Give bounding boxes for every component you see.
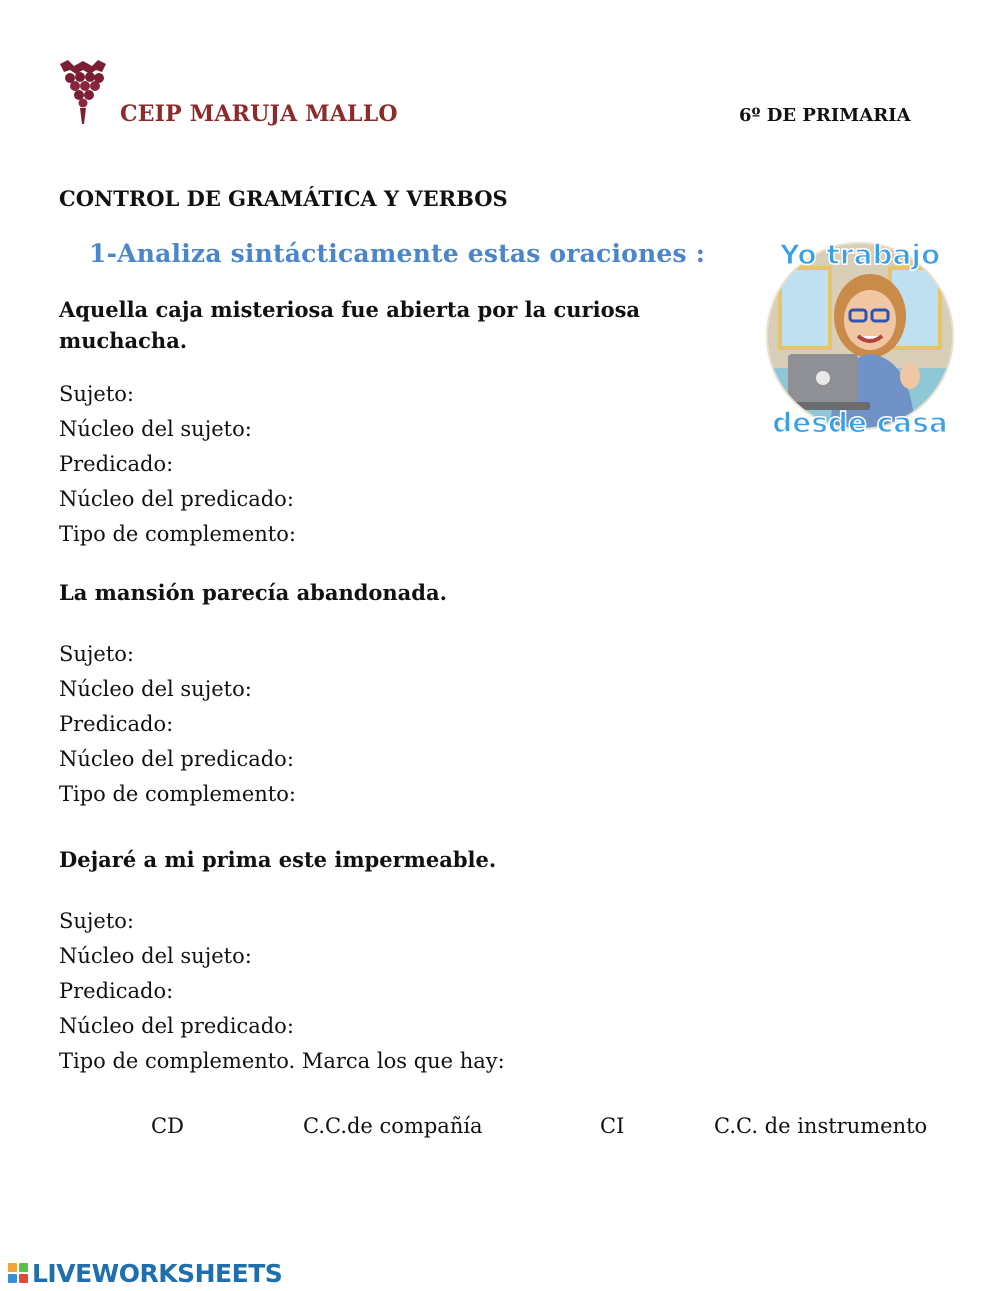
grape-cluster-icon [56, 58, 110, 126]
grade-label: 6º DE PRIMARIA [739, 105, 911, 126]
option-cd[interactable]: CD [151, 1114, 184, 1138]
exercise-3-field-complemento: Tipo de complemento. Marca los que hay: [59, 1049, 505, 1073]
exercise-2-sentence: La mansión parecía abandonada. [59, 580, 447, 605]
exercise-1-field-complemento: Tipo de complemento: [59, 522, 296, 546]
exercise-3-sentence: Dejaré a mi prima este impermeable. [59, 847, 497, 872]
exercise-1-field-sujeto: Sujeto: [59, 382, 135, 406]
exercise-1-sentence: Aquella caja misteriosa fue abierta por la curiosa muchacha. [59, 297, 641, 353]
document-title: CONTROL DE GRAMÁTICA Y VERBOS [59, 186, 508, 211]
footer-brand[interactable] [8, 1258, 282, 1288]
exercise-2-field-nucleo-predicado: Núcleo del predicado: [59, 747, 294, 771]
sticker-line2: desde casa [772, 406, 948, 439]
question-title: 1-Analiza sintácticamente estas oraciones : [89, 239, 706, 268]
exercise-3-field-predicado: Predicado: [59, 979, 174, 1003]
exercise-2-field-predicado: Predicado: [59, 712, 174, 736]
footer-brand-text: LIVEWORKSHEETS [32, 1258, 283, 1288]
option-ci[interactable]: CI [600, 1114, 625, 1138]
exercise-3-field-nucleo-predicado: Núcleo del predicado: [59, 1014, 294, 1038]
exercise-3-field-nucleo-sujeto: Núcleo del sujeto: [59, 944, 252, 968]
exercise-1-field-nucleo-predicado: Núcleo del predicado: [59, 487, 294, 511]
exercise-2-field-complemento: Tipo de complemento: [59, 782, 296, 806]
exercise-2-field-nucleo-sujeto: Núcleo del sujeto: [59, 677, 252, 701]
option-cc-instrumento[interactable]: C.C. de instrumento [714, 1114, 928, 1138]
exercise-1-field-predicado: Predicado: [59, 452, 174, 476]
exercise-2-field-sujeto: Sujeto: [59, 642, 135, 666]
exercise-1-field-nucleo-sujeto: Núcleo del sujeto: [59, 417, 252, 441]
liveworksheets-logo-icon [8, 1263, 28, 1283]
school-name: CEIP MARUJA MALLO [120, 101, 398, 127]
teacher-laptop-icon [760, 228, 960, 440]
option-cc-compania[interactable]: C.C.de compañía [303, 1114, 483, 1138]
exercise-3-field-sujeto: Sujeto: [59, 909, 135, 933]
sticker-line1: Yo trabajo [779, 238, 941, 271]
